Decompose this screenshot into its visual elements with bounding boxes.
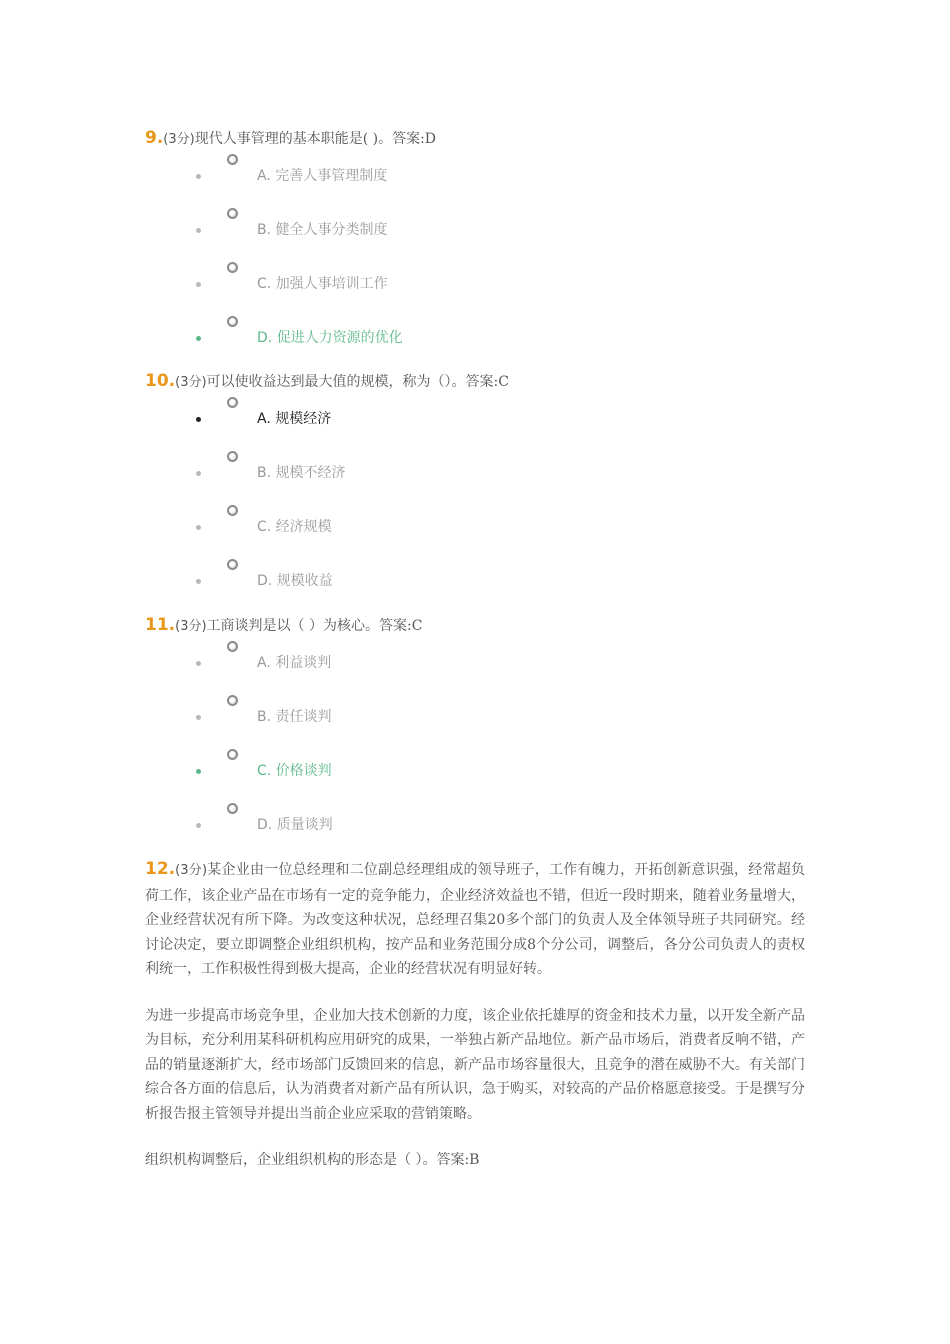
option-c[interactable] (145, 501, 815, 555)
radio-button[interactable] (227, 451, 238, 462)
option-c[interactable] (145, 258, 815, 312)
option-list (145, 393, 815, 597)
bullet-icon (196, 661, 201, 666)
option-label (257, 517, 332, 537)
radio-button[interactable] (227, 262, 238, 273)
radio-button[interactable] (227, 559, 238, 570)
option-b[interactable] (145, 691, 815, 745)
question-11 (145, 615, 815, 841)
question-header (145, 615, 815, 637)
option-d[interactable] (145, 312, 815, 354)
option-label (257, 328, 403, 348)
bullet-icon (196, 174, 201, 179)
option-letter: C. (257, 276, 272, 292)
radio-button[interactable] (227, 505, 238, 516)
question-number: 11. (145, 615, 176, 635)
option-letter: A. (257, 411, 271, 427)
case-paragraph-2: 为进一步提高市场竞争里，企业加大技术创新的力度，该企业依托雄厚的资金和技术力量，以开发全新产品为目标，充分利用某科研机构应用研究的成果，一举独占新产品地位。新产品市场后，消费者反响不错，产品的销量逐渐扩大，经市场部门反馈回来的信息，新产品市场容量很大，且竞争的潜在威胁不大。有关部门综合各方面的信息后，认为消费者对新产品有所认识，急于购买，对较高的产品价格愿意接受。于是撰写分析报告报主管领导并提出当前企业应采取的营销策略。 (145, 1007, 805, 1122)
question-stem (145, 857, 805, 982)
question-10 (145, 371, 815, 597)
bullet-icon (196, 282, 201, 287)
option-letter: D. (257, 573, 273, 589)
option-list (145, 637, 815, 841)
question-12 (145, 857, 805, 1173)
option-a[interactable] (145, 150, 815, 204)
question-prompt: 组织机构调整后，企业组织机构的形态是（ ）。答案:B (145, 1152, 480, 1168)
option-label (257, 220, 388, 240)
option-text: 价格谈判 (275, 763, 332, 779)
radio-button[interactable] (227, 208, 238, 219)
bullet-icon (196, 715, 201, 720)
bullet-icon (196, 525, 201, 530)
question-number: 10. (145, 371, 176, 391)
option-label (257, 274, 388, 294)
question-number: 12. (145, 859, 176, 879)
option-letter: B. (257, 222, 272, 238)
option-letter: D. (257, 330, 273, 346)
bullet-icon (196, 336, 201, 341)
option-text: 经济规模 (275, 519, 332, 535)
question-header (145, 128, 815, 150)
option-letter: C. (257, 763, 272, 779)
option-letter: B. (257, 709, 272, 725)
bullet-icon (196, 228, 201, 233)
question-text: 工商谈判是以（ ）为核心。答案:C (206, 618, 423, 634)
bullet-icon (196, 417, 201, 422)
option-letter: D. (257, 817, 273, 833)
radio-button[interactable] (227, 749, 238, 760)
option-d[interactable] (145, 799, 815, 841)
question-score: (3分) (175, 375, 207, 390)
question-score: (3分) (163, 132, 195, 147)
radio-button[interactable] (227, 397, 238, 408)
question-9 (145, 128, 815, 354)
question-text: 现代人事管理的基本职能是( )。答案:D (194, 131, 437, 147)
option-label (257, 166, 387, 186)
option-label (257, 653, 331, 673)
radio-button[interactable] (227, 641, 238, 652)
bullet-icon (196, 471, 201, 476)
option-label (257, 815, 333, 835)
option-text: 利益谈判 (275, 655, 332, 671)
radio-button[interactable] (227, 803, 238, 814)
option-text: 完善人事管理制度 (275, 168, 388, 184)
question-text: 可以使收益达到最大值的规模，称为（）。答案:C (206, 374, 509, 390)
question-score: (3分) (175, 619, 207, 634)
option-a[interactable] (145, 637, 815, 691)
option-label (257, 571, 333, 591)
option-text: 规模收益 (276, 573, 333, 589)
option-a[interactable] (145, 393, 815, 447)
option-label (257, 761, 332, 781)
bullet-icon (196, 579, 201, 584)
option-list (145, 150, 815, 354)
option-letter: B. (257, 465, 272, 481)
option-b[interactable] (145, 204, 815, 258)
question-score: (3分) (175, 863, 208, 878)
bullet-icon (196, 769, 201, 774)
option-text: 规模经济 (275, 411, 332, 427)
option-text: 加强人事培训工作 (275, 276, 388, 292)
radio-button[interactable] (227, 154, 238, 165)
radio-button[interactable] (227, 695, 238, 706)
option-letter: A. (257, 655, 271, 671)
option-letter: A. (257, 168, 271, 184)
bullet-icon (196, 823, 201, 828)
option-text: 健全人事分类制度 (275, 222, 388, 238)
option-b[interactable] (145, 447, 815, 501)
option-label (257, 463, 346, 483)
option-letter: C. (257, 519, 272, 535)
option-c[interactable] (145, 745, 815, 799)
question-number: 9. (145, 128, 164, 148)
case-paragraph-1: 某企业由一位总经理和二位副总经理组成的领导班子，工作有魄力，开拓创新意识强，经常超负荷工作，该企业产品在市场有一定的竞争能力，企业经济效益也不错，但近一段时期来，随着业务量增大，企业经营状况有所下降。为改变这种状况，总经理召集20多个部门的负责人及全体领导班子共同研究。经讨论决定，要立即调整企业组织机构，按产品和业务范围分成8个分公司，调整后，各分公司负责人的责权利统一，工作积极性得到极大提高，企业的经营状况有明显好转。 (145, 862, 805, 977)
option-label (257, 409, 331, 429)
option-d[interactable] (145, 555, 815, 597)
option-text: 质量谈判 (276, 817, 333, 833)
radio-button[interactable] (227, 316, 238, 327)
option-text: 责任谈判 (275, 709, 332, 725)
question-header (145, 371, 815, 393)
option-text: 规模不经济 (275, 465, 346, 481)
option-text: 促进人力资源的优化 (276, 330, 403, 346)
option-label (257, 707, 332, 727)
